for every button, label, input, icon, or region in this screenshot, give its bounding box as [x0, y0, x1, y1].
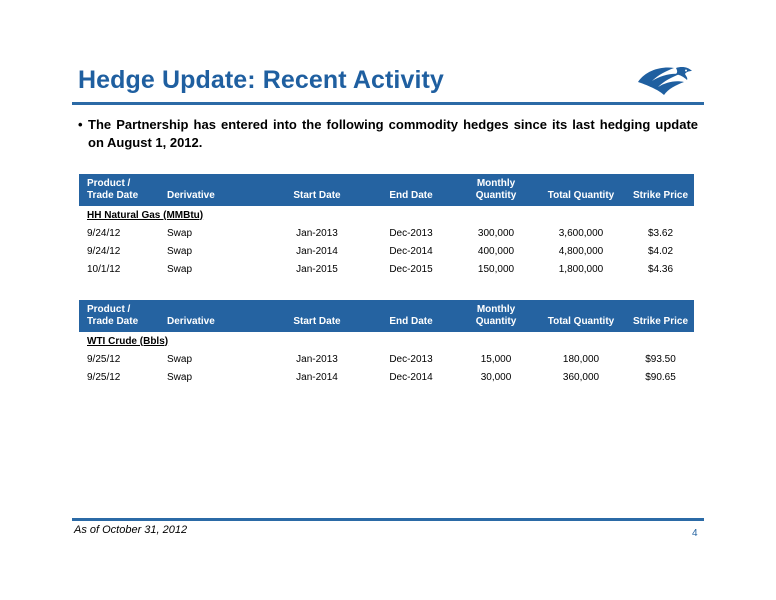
total-quantity-cell: 4,800,000 [558, 245, 604, 257]
end-date-cell: Dec-2015 [389, 263, 433, 275]
derivative-cell: Swap [167, 371, 193, 383]
monthly-quantity-cell: 15,000 [480, 353, 512, 365]
strike-price-cell: $90.65 [645, 371, 676, 383]
table-header-col-total-quantity: Total Quantity [535, 174, 627, 206]
monthly-quantity-cell: 300,000 [477, 227, 515, 239]
derivative-cell: Swap [167, 353, 193, 365]
title-divider [72, 102, 704, 105]
monthly-quantity-cell: 150,000 [477, 263, 515, 275]
natural-gas-hedge-table [79, 174, 694, 278]
table-header-col-strike-price: Strike Price [627, 300, 694, 332]
as-of-date: As of October 31, 2012 [74, 524, 188, 536]
table-header-col-total-quantity: Total Quantity [535, 300, 627, 332]
table-header-col-start-date: Start Date [269, 300, 365, 332]
table-header-col-end-date: End Date [365, 174, 457, 206]
table-header-col-end-date: End Date [365, 300, 457, 332]
start-date-cell: Jan-2013 [296, 227, 338, 239]
strike-price-cell: $4.02 [647, 245, 674, 257]
page-title: Hedge Update: Recent Activity [78, 66, 444, 94]
crude-oil-hedge-table [79, 300, 694, 386]
eagle-logo-icon [636, 62, 694, 100]
total-quantity-cell: 180,000 [562, 353, 600, 365]
start-date-cell: Jan-2014 [296, 371, 338, 383]
strike-price-cell: $4.36 [647, 263, 674, 275]
table-row [79, 368, 694, 386]
table-header-col-start-date: Start Date [269, 174, 365, 206]
trade-date-cell: 9/25/12 [87, 353, 121, 365]
footer-divider [72, 518, 704, 521]
monthly-quantity-cell: 400,000 [477, 245, 515, 257]
table-header-col-derivative: Derivative [167, 300, 269, 332]
table-row [79, 242, 694, 260]
start-date-cell: Jan-2014 [296, 245, 338, 257]
table-row [79, 224, 694, 242]
table-row [79, 260, 694, 278]
derivative-cell: Swap [167, 227, 193, 239]
end-date-cell: Dec-2013 [389, 353, 433, 365]
table-row [79, 350, 694, 368]
table-header-col-derivative: Derivative [167, 174, 269, 206]
table-header-col-trade-date: Product / Trade Date [79, 174, 167, 206]
start-date-cell: Jan-2015 [296, 263, 338, 275]
total-quantity-cell: 360,000 [562, 371, 600, 383]
strike-price-cell: $93.50 [645, 353, 676, 365]
product-label: WTI Crude (Bbls) [87, 335, 169, 347]
derivative-cell: Swap [167, 263, 193, 275]
product-label: HH Natural Gas (MMBtu) [87, 209, 204, 221]
trade-date-cell: 10/1/12 [87, 263, 121, 275]
trade-date-cell: 9/25/12 [87, 371, 121, 383]
strike-price-cell: $3.62 [647, 227, 674, 239]
end-date-cell: Dec-2014 [389, 245, 433, 257]
total-quantity-cell: 3,600,000 [558, 227, 604, 239]
end-date-cell: Dec-2013 [389, 227, 433, 239]
trade-date-cell: 9/24/12 [87, 227, 121, 239]
table-header-col-strike-price: Strike Price [627, 174, 694, 206]
table-header-col-monthly-quantity: Monthly Quantity [457, 174, 535, 206]
intro-bullet: • The Partnership has entered into the following commodity hedges since its last hedging update on August 1, 2012. [78, 117, 698, 150]
table-header-col-monthly-quantity: Monthly Quantity [457, 300, 535, 332]
table-header-col-trade-date: Product / Trade Date [79, 300, 167, 332]
start-date-cell: Jan-2013 [296, 353, 338, 365]
derivative-cell: Swap [167, 245, 193, 257]
trade-date-cell: 9/24/12 [87, 245, 121, 257]
page-number: 4 [692, 528, 698, 539]
total-quantity-cell: 1,800,000 [558, 263, 604, 275]
monthly-quantity-cell: 30,000 [480, 371, 512, 383]
end-date-cell: Dec-2014 [389, 371, 433, 383]
intro-bullet-text: The Partnership has entered into the following commodity hedges since its last hedging update on August 1, 2012. [88, 117, 698, 150]
